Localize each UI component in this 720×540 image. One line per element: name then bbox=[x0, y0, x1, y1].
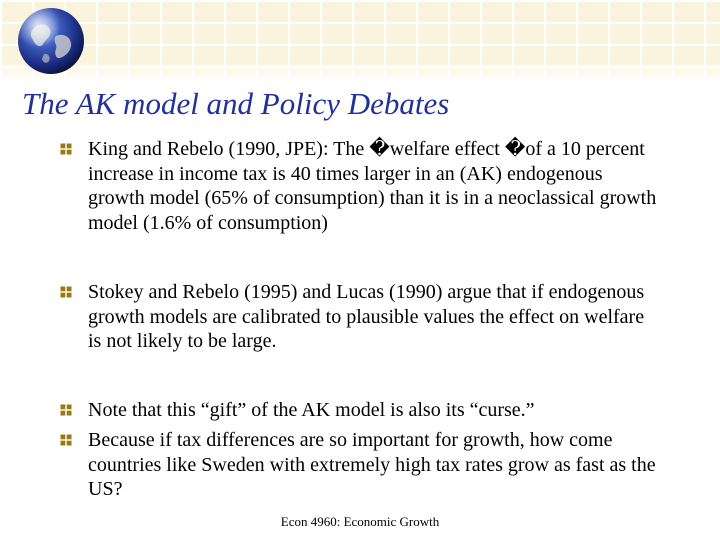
bullet-text: Because if tax differences are so important for growth, how come countries like Sweden with extremely high tax rates grow as fast as the US? bbox=[88, 429, 656, 500]
square-bullet-icon bbox=[60, 404, 72, 416]
square-bullet-icon bbox=[60, 434, 72, 446]
bullet-text: King and Rebelo (1990, JPE): The �welfare effect �of a 10 percent increase in income tax is 40 times larger in an (AK) endogenous growth model (65% of consumption) than it is in a neoclassical growth model (1.6% of consumption) bbox=[88, 138, 657, 234]
bullet-item bbox=[60, 280, 660, 354]
bullet-text: Stokey and Rebelo (1995) and Lucas (1990) argue that if endogenous growth models are calibrated to plausible values the effect on welfare is not likely to be large. bbox=[88, 281, 645, 352]
bullet-text: Note that this “gift” of the AK model is also its “curse.” bbox=[88, 399, 535, 421]
bullet-item bbox=[60, 428, 660, 502]
square-bullet-icon bbox=[60, 143, 72, 155]
slide-title: The AK model and Policy Debates bbox=[22, 86, 450, 121]
bullet-item bbox=[60, 398, 660, 423]
globe-icon bbox=[16, 6, 86, 76]
slide-footer: Econ 4960: Economic Growth bbox=[280, 514, 440, 529]
bullet-item bbox=[60, 137, 660, 235]
header-grid-fade bbox=[0, 62, 720, 82]
square-bullet-icon bbox=[60, 286, 72, 298]
